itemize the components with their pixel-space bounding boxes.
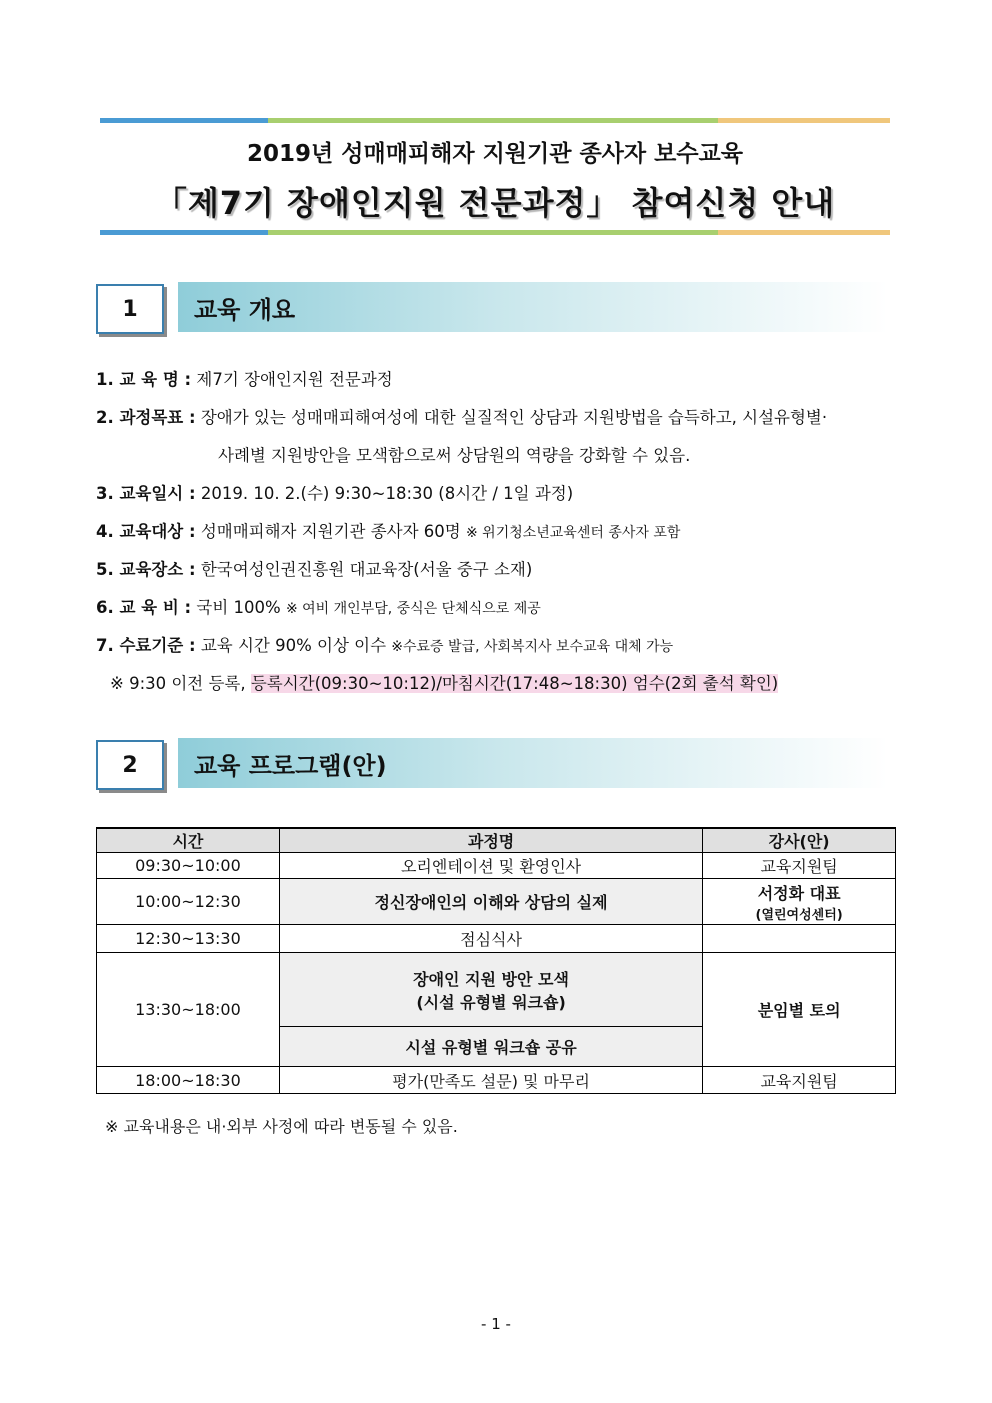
overview-item-goal-cont: 사례별 지원방안을 모색함으로써 상담원의 역량을 강화할 수 있음. (218, 446, 691, 465)
header-time: 시간 (97, 828, 280, 853)
header-instructor: 강사(안) (703, 828, 896, 853)
overview-item-target: 4. 교육대상 : 성매매피해자 지원기관 종사자 60명 ※ 위기청소년교육센터 종사자 포함 (96, 522, 681, 541)
overview-item-name: 1. 교 육 명 : 제7기 장애인지원 전문과정 (96, 370, 393, 389)
program-footnote: ※ 교육내용은 내·외부 사정에 따라 변동될 수 있음. (105, 1117, 458, 1136)
header-top-bar (100, 118, 890, 123)
program-table (96, 827, 896, 1094)
document-subtitle: 2019년 성매매피해자 지원기관 종사자 보수교육 (247, 141, 743, 167)
table-row: 10:00~12:30 정신장애인의 이해와 상담의 실제 서정화 대표 (열린여성센터) (97, 879, 896, 925)
overview-item-date: 3. 교육일시 : 2019. 10. 2.(수) 9:30~18:30 (8시간 / 1일 과정) (96, 484, 574, 503)
document-title: 「제7기 장애인지원 전문과정」 참여신청 안내 (154, 184, 836, 222)
table-row: 시설 유형별 워크숍 공유 (97, 1027, 896, 1067)
overview-item-fee: 6. 교 육 비 : 국비 100% ※ 여비 개인부담, 중식은 단체식으로 제공 (96, 598, 541, 617)
registration-highlight: 등록시간(09:30~10:12)/마침시간(17:48~18:30) 엄수(2회 출석 확인) (250, 674, 779, 693)
section-1-title: 교육 개요 (178, 282, 888, 332)
header-bottom-bar (100, 230, 890, 235)
table-row: 09:30~10:00 오리엔테이션 및 환영인사 교육지원팀 (97, 853, 896, 879)
overview-item-completion: 7. 수료기준 : 교육 시간 90% 이상 이수 ※수료증 발급, 사회복지사 보수교육 대체 가능 (96, 636, 674, 655)
header-course: 과정명 (279, 828, 702, 853)
section-2-number: 2 (96, 740, 164, 790)
table-row: 13:30~18:00 장애인 지원 방안 모색 (시설 유형별 워크숍) 분임별 토의 (97, 953, 896, 1027)
registration-note: ※ 9:30 이전 등록, 등록시간(09:30~10:12)/마침시간(17:48~18:30) 엄수(2회 출석 확인) (110, 674, 779, 693)
table-row: 18:00~18:30 평가(만족도 설문) 및 마무리 교육지원팀 (97, 1067, 896, 1094)
overview-item-goal: 2. 과정목표 : 장애가 있는 성매매피해여성에 대한 실질적인 상담과 지원방법을 습득하고, 시설유형별· (96, 408, 828, 427)
section-1-number: 1 (96, 284, 164, 334)
table-row: 12:30~13:30 점심식사 (97, 925, 896, 953)
overview-item-place: 5. 교육장소 : 한국여성인권진흥원 대교육장(서울 중구 소재) (96, 560, 533, 579)
table-header-row (97, 828, 896, 853)
page-number: - 1 - (481, 1315, 511, 1333)
section-2-title: 교육 프로그램(안) (178, 738, 888, 788)
